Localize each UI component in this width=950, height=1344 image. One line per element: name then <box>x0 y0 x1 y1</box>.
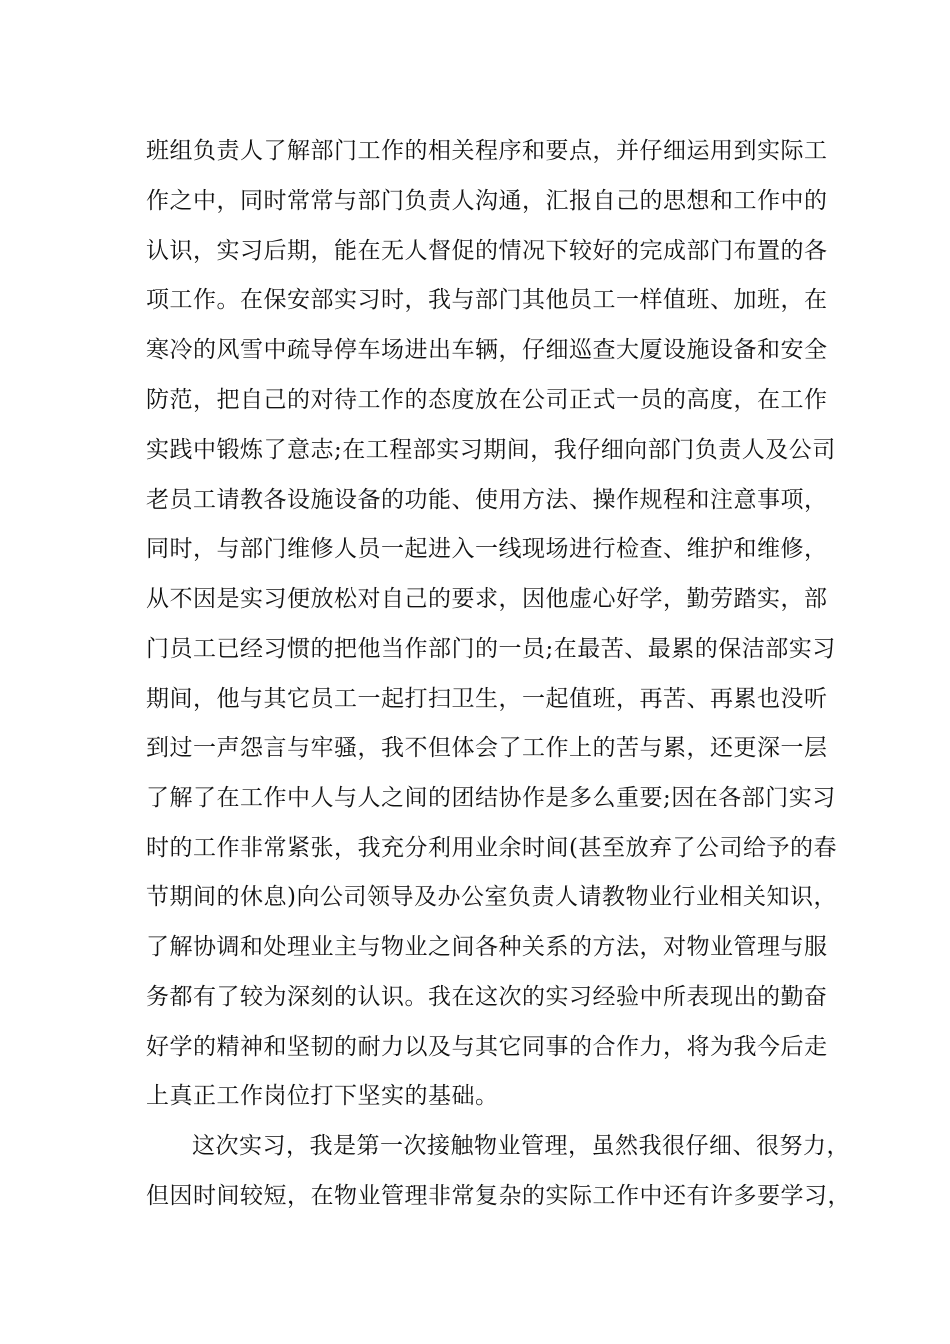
text-line: 务都有了较为深刻的认识。我在这次的实习经验中所表现出的勤奋 <box>146 984 828 1010</box>
text-line: 到过一声怨言与牢骚，我不但体会了工作上的苦与累，还更深一层 <box>146 735 828 761</box>
text-line: 作之中，同时常常与部门负责人沟通，汇报自己的思想和工作中的 <box>146 188 828 214</box>
text-line: 了解协调和处理业主与物业之间各种关系的方法，对物业管理与服 <box>146 934 828 960</box>
text-line: 班组负责人了解部门工作的相关程序和要点，并仔细运用到实际工 <box>146 138 828 164</box>
text-line: 节期间的休息)向公司领导及办公室负责人请教物业行业相关知识， <box>146 884 837 910</box>
text-line: 防范，把自己的对待工作的态度放在公司正式一员的高度，在工作 <box>146 387 828 413</box>
text-line: 门员工已经习惯的把他当作部门的一员;在最苦、最累的保洁部实习 <box>146 636 836 662</box>
text-line: 这次实习，我是第一次接触物业管理，虽然我很仔细、很努力， <box>192 1133 850 1159</box>
text-line: 了解了在工作中人与人之间的团结协作是多么重要;因在各部门实习 <box>146 785 836 811</box>
text-line: 好学的精神和坚韧的耐力以及与其它同事的合作力，将为我今后走 <box>146 1034 828 1060</box>
text-line: 从不因是实习便放松对自己的要求，因他虚心好学，勤劳踏实，部 <box>146 586 828 612</box>
text-line: 上真正工作岗位打下坚实的基础。 <box>146 1083 499 1109</box>
text-line: 认识，实习后期，能在无人督促的情况下较好的完成部门布置的各 <box>146 238 828 264</box>
text-line: 期间，他与其它员工一起打扫卫生，一起值班，再苦、再累也没听 <box>146 686 828 712</box>
text-line: 同时，与部门维修人员一起进入一线现场进行检查、维护和维修， <box>146 536 828 562</box>
text-line: 但因时间较短，在物业管理非常复杂的实际工作中还有许多要学习， <box>146 1183 851 1209</box>
text-line: 项工作。在保安部实习时，我与部门其他员工一样值班、加班，在 <box>146 287 828 313</box>
text-line: 实践中锻炼了意志;在工程部实习期间，我仔细向部门负责人及公司 <box>146 437 836 463</box>
text-line: 老员工请教各设施设备的功能、使用方法、操作规程和注意事项， <box>146 487 828 513</box>
text-line: 寒冷的风雪中疏导停车场进出车辆，仔细巡查大厦设施设备和安全 <box>146 337 828 363</box>
text-line: 时的工作非常紧张，我充分利用业余时间(甚至放弃了公司给予的春 <box>146 835 837 861</box>
